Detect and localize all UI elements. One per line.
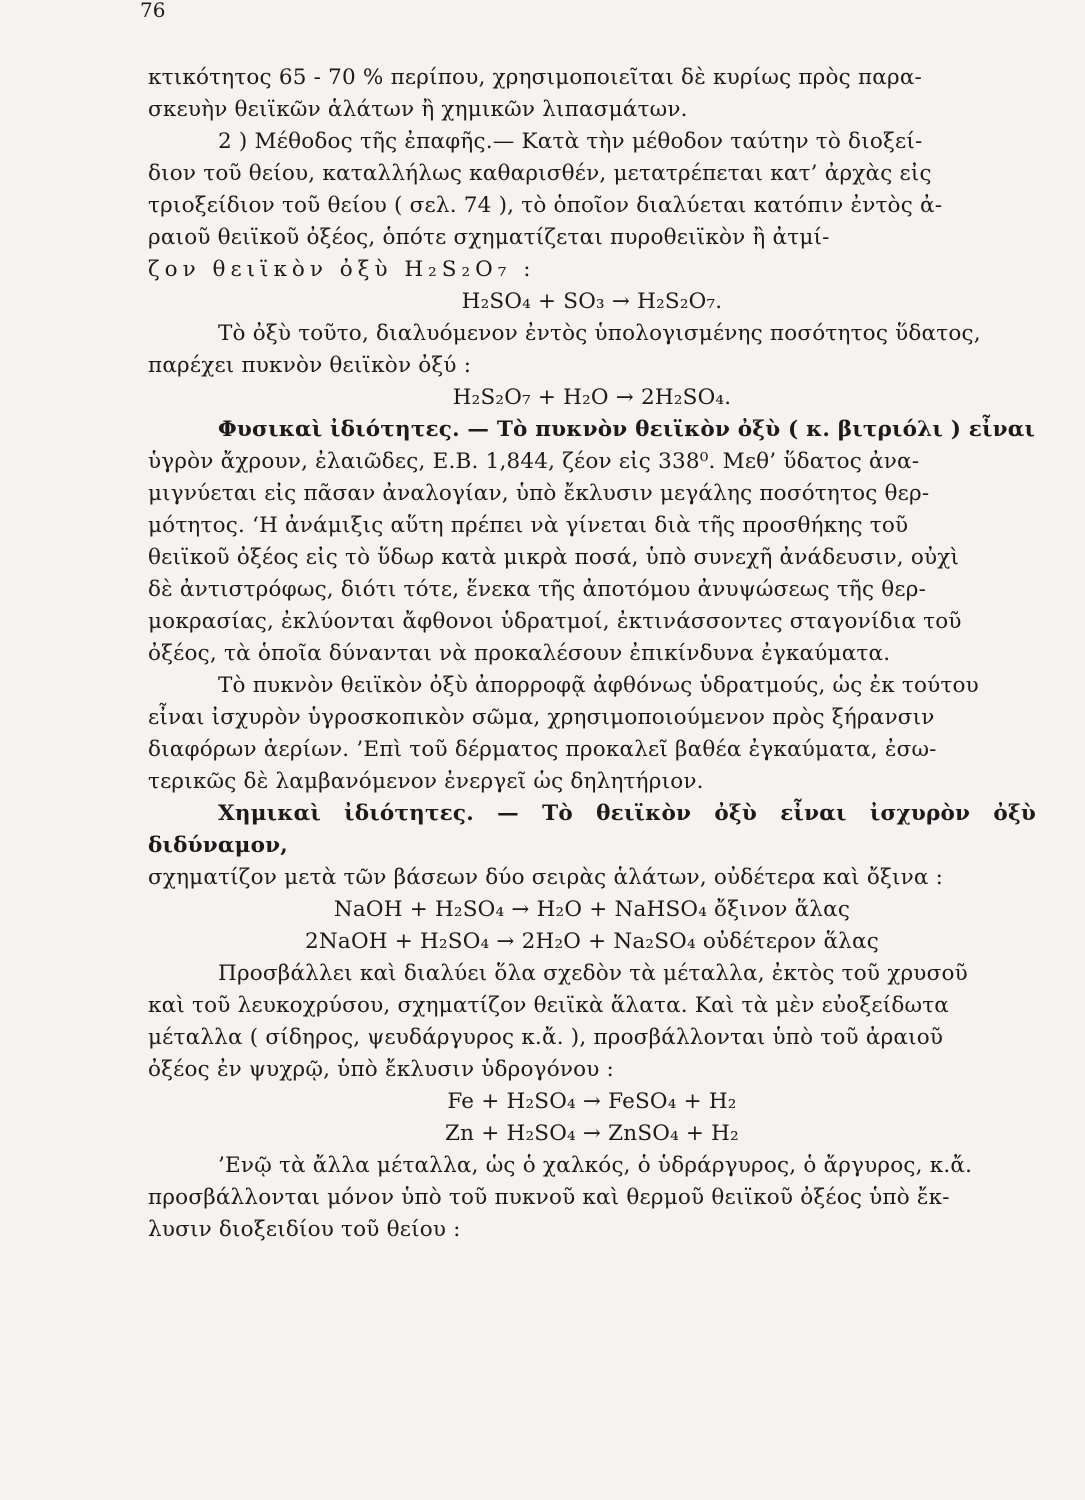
text-line: μιγνύεται εἰς πᾶσαν ἀναλογίαν, ὑπὸ ἔκλυσιν μεγάλης ποσότητος θερ- xyxy=(148,481,930,506)
text-line: παρέχει πυκνὸν θειϊκὸν ὀξύ : xyxy=(148,353,472,378)
page-body xyxy=(148,62,1036,1246)
section-heading-line: Χημικαὶ ἰδιότητες. — Τὸ θειϊκὸν ὀξὺ εἶναι ἰσχυρὸν ὀξὺ διδύναμον, xyxy=(148,801,1036,858)
text-line: μοκρασίας, ἐκλύονται ἄφθονοι ὑδρατμοί, ἐκτινάσσοντες σταγονίδια τοῦ xyxy=(148,609,962,634)
text-line: τερικῶς δὲ λαμβανόμενον ἐνεργεῖ ὡς δηλητήριον. xyxy=(148,769,704,794)
chemical-equation: Fe + H₂SO₄ → FeSO₄ + H₂ xyxy=(447,1089,737,1114)
text-line: ὀξέος, τὰ ὁποῖα δύνανται νὰ προκαλέσουν ἐπικίνδυνα ἐγκαύματα. xyxy=(148,641,891,666)
text-line: μότητος. ‘Η ἀνάμιξις αὕτη πρέπει νὰ γίνεται διὰ τῆς προσθήκης τοῦ xyxy=(148,513,909,538)
text-line: ’Ενῷ τὰ ἄλλα μέταλλα, ὡς ὁ χαλκός, ὁ ὑδράργυρος, ὁ ἄργυρος, κ.ἄ. xyxy=(218,1153,973,1178)
chemical-equation: NaOH + H₂SO₄ → H₂O + NaHSO₄ ὄξινον ἅλας xyxy=(333,897,851,922)
text-line: ραιοῦ θειϊκοῦ ὀξέος, ὁπότε σχηματίζεται πυροθειϊκὸν ἢ ἀτμί- xyxy=(148,225,830,250)
text-line: προσβάλλονται μόνον ὑπὸ τοῦ πυκνοῦ καὶ θερμοῦ θειϊκοῦ ὀξέος ὑπὸ ἔκ- xyxy=(148,1185,950,1210)
chemical-equation: H₂SO₄ + SO₃ → H₂S₂O₇. xyxy=(461,289,723,314)
text-line: τριοξείδιον τοῦ θείου ( σελ. 74 ), τὸ ὁποῖον διαλύεται κατόπιν ἐντὸς ἀ- xyxy=(148,193,943,218)
text-line: Προσβάλλει καὶ διαλύει ὅλα σχεδὸν τὰ μέταλλα, ἐκτὸς τοῦ χρυσοῦ xyxy=(218,961,968,986)
text-line: μέταλλα ( σίδηρος, ψευδάργυρος κ.ἄ. ), προσβάλλονται ὑπὸ τοῦ ἀραιοῦ xyxy=(148,1025,944,1050)
chemical-equation: 2NaOH + H₂SO₄ → 2H₂O + Na₂SO₄ οὐδέτερον ἅλας xyxy=(305,929,879,954)
text-line: ὑγρὸν ἄχρουν, ἐλαιῶδες, Ε.Β. 1,844, ζέον εἰς 338⁰. Μεθ’ ὕδατος ἀνα- xyxy=(148,449,920,474)
chemical-equation: Zn + H₂SO₄ → ZnSO₄ + H₂ xyxy=(445,1121,739,1146)
section-heading-line: Φυσικαὶ ἰδιότητες. — Τὸ πυκνὸν θειϊκὸν ὀξὺ ( κ. βιτριόλι ) εἶναι xyxy=(218,417,1036,442)
text-line: ζον θειϊκὸν ὀξὺ H₂S₂O₇ : xyxy=(148,257,536,282)
text-line: θειϊκοῦ ὀξέος εἰς τὸ ὕδωρ κατὰ μικρὰ ποσά, ὑπὸ συνεχῆ ἀνάδευσιν, οὐχὶ xyxy=(148,545,960,570)
text-line: σκευὴν θειϊκῶν ἁλάτων ἢ χημικῶν λιπασμάτων. xyxy=(148,97,688,122)
text-line: διον τοῦ θείου, καταλλήλως καθαρισθέν, μετατρέπεται κατ’ ἀρχὰς εἰς xyxy=(148,161,932,186)
text-line: εἶναι ἰσχυρὸν ὑγροσκοπικὸν σῶμα, χρησιμοποιούμενον πρὸς ξήρανσιν xyxy=(148,705,935,730)
text-line: Τὸ ὀξὺ τοῦτο, διαλυόμενον ἐντὸς ὑπολογισμένης ποσότητος ὕδατος, xyxy=(218,321,981,346)
text-line: δὲ ἀντιστρόφως, διότι τότε, ἕνεκα τῆς ἀποτόμου ἀνυψώσεως τῆς θερ- xyxy=(148,577,927,602)
text-line: 2 ) Μέθοδος τῆς ἐπαφῆς.— Κατὰ τὴν μέθοδον ταύτην τὸ διοξεί- xyxy=(218,129,923,154)
text-line: διαφόρων ἀερίων. ’Επὶ τοῦ δέρματος προκαλεῖ βαθέα ἐγκαύματα, ἐσω- xyxy=(148,737,937,762)
page-number: 76 xyxy=(140,0,166,22)
text-line: καὶ τοῦ λευκοχρύσου, σχηματίζον θειϊκὰ ἅλατα. Καὶ τὰ μὲν εὐοξείδωτα xyxy=(148,993,950,1018)
chemical-equation: H₂S₂O₇ + H₂O → 2H₂SO₄. xyxy=(452,385,732,410)
text-line: σχηματίζον μετὰ τῶν βάσεων δύο σειρὰς ἁλάτων, οὐδέτερα καὶ ὄξινα : xyxy=(148,865,944,890)
text-line: Τὸ πυκνὸν θειϊκὸν ὀξὺ ἀπορροφᾷ ἀφθόνως ὑδρατμούς, ὡς ἐκ τούτου xyxy=(218,673,979,698)
text-line: ὀξέος ἐν ψυχρῷ, ὑπὸ ἔκλυσιν ὑδρογόνου : xyxy=(148,1057,614,1082)
text-line: λυσιν διοξειδίου τοῦ θείου : xyxy=(148,1217,461,1242)
text-line: κτικότητος 65 - 70 % περίπου, χρησιμοποιεῖται δὲ κυρίως πρὸς παρα- xyxy=(148,65,923,90)
